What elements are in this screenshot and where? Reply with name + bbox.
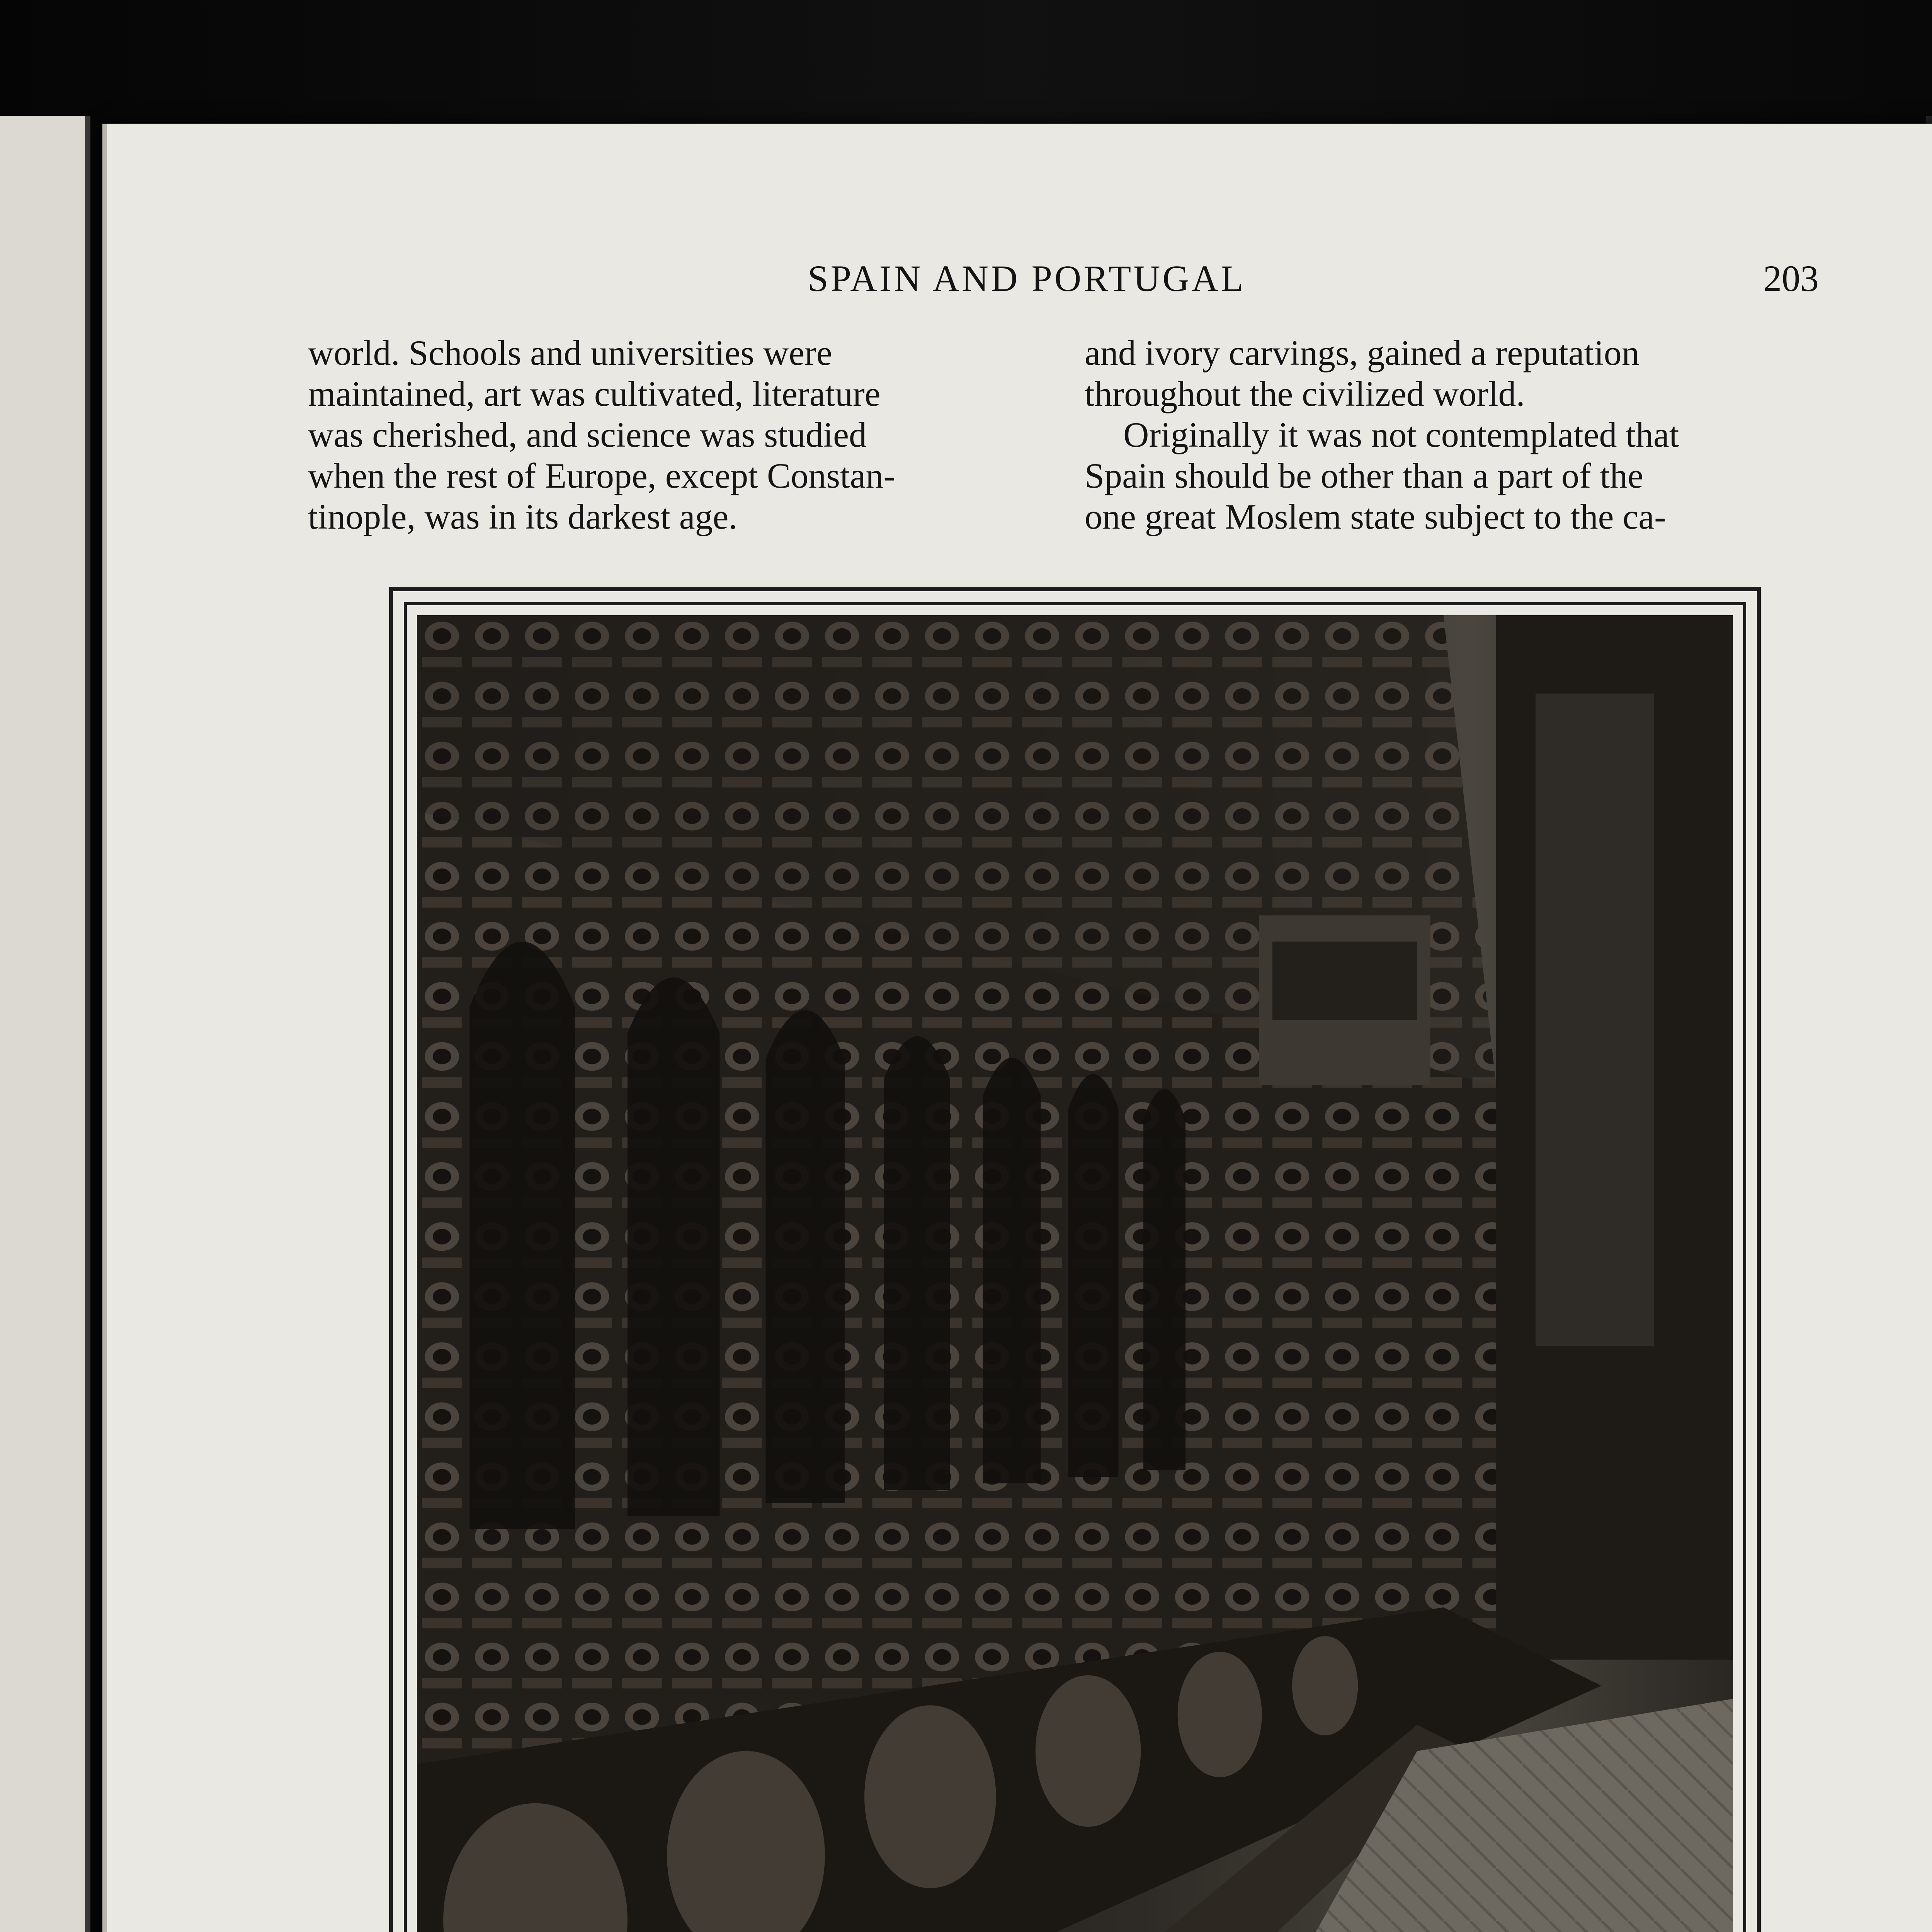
photo-frame	[389, 587, 1761, 1932]
text-line: Spain should be other than a part of the	[1085, 456, 1644, 495]
top-left-column	[308, 332, 1044, 537]
text-line: was cherished, and science was studied	[308, 415, 867, 454]
running-head	[107, 257, 1932, 303]
top-right-column	[1085, 332, 1821, 537]
text-line: maintained, art was cultivated, literature	[308, 374, 881, 413]
text-line: tinople, was in its darkest age.	[308, 497, 738, 536]
text-line: one great Moslem state subject to the ca-	[1085, 497, 1666, 536]
book-page	[102, 124, 1932, 1932]
text-line: world. Schools and universities were	[308, 333, 832, 372]
previous-page-edge	[0, 116, 90, 1932]
page-number: 203	[1763, 258, 1819, 299]
cathedral-choir-photo	[417, 615, 1733, 1932]
text-line: when the rest of Europe, except Constan-	[308, 456, 896, 495]
running-title: SPAIN AND PORTUGAL	[808, 258, 1246, 299]
photo-inner-border	[404, 602, 1746, 1932]
text-line: throughout the civilized world.	[1085, 374, 1525, 413]
text-line: and ivory carvings, gained a reputation	[1085, 333, 1639, 372]
text-line: Originally it was not contemplated that	[1123, 415, 1679, 454]
